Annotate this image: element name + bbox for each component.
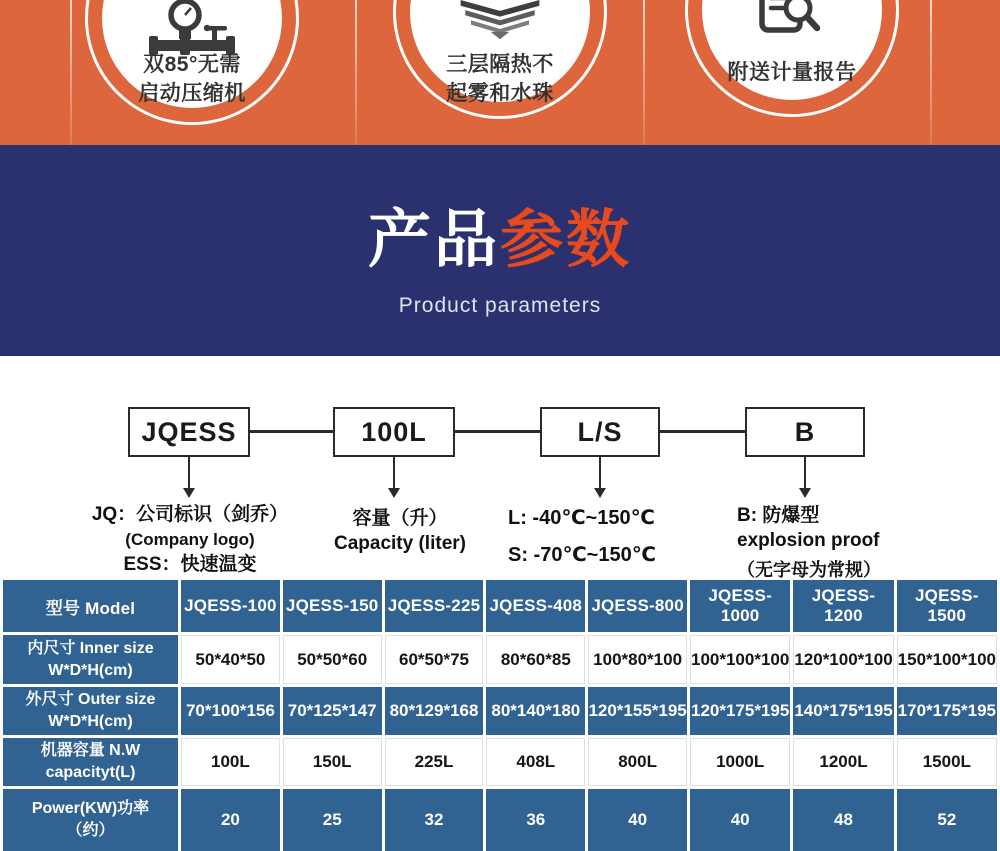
table-cell: 408L [486, 738, 585, 786]
row-label-line: 外尺寸 Outer size [25, 691, 156, 708]
table-cell: 1200L [793, 738, 893, 786]
table-cell: 150L [283, 738, 382, 786]
table-header-model: 型号 Model [3, 580, 178, 632]
table-header: JQESS-800 [588, 580, 687, 632]
row-label-line: Power(KW)功率 [31, 800, 150, 817]
arrow-line [804, 457, 806, 489]
arrow-line [393, 457, 395, 489]
table-cell: 1500L [897, 738, 997, 786]
table-cell: 150*100*100 [897, 635, 997, 684]
title-band [0, 145, 1000, 356]
note-line: JQ：公司标识（剑乔） [91, 504, 289, 525]
row-label-line: （约） [66, 822, 115, 839]
row-label-line: 内尺寸 Inner size [27, 639, 154, 657]
insulation-layers-icon [455, 0, 545, 47]
table-cell: 70*125*147 [283, 687, 382, 735]
arrow-down-icon [594, 488, 606, 498]
page-title [0, 145, 1000, 280]
naming-note-capacity [300, 506, 500, 556]
table-cell: 48 [793, 789, 893, 851]
table-cell: 50*40*50 [181, 635, 280, 684]
table-header: JQESS-225 [385, 580, 484, 632]
table-cell: 80*60*85 [486, 635, 585, 684]
table-cell: 225L [385, 738, 484, 786]
table-cell: 140*175*195 [793, 687, 893, 735]
naming-box-temp: L/S [540, 407, 660, 457]
table-cell: 20 [181, 789, 280, 851]
table-cell: 170*175*195 [897, 687, 997, 735]
arrow-down-icon [799, 488, 811, 498]
connector-line [250, 430, 333, 433]
feature-line: 启动压缩机 [138, 82, 246, 105]
page-subtitle: Product parameters [398, 294, 602, 317]
row-label-outer-size [3, 687, 178, 735]
table-cell: 52 [897, 789, 997, 851]
note-line: B: 防爆型 [737, 505, 820, 526]
feature-line: 起雾和水珠 [446, 82, 554, 105]
note-line: （无字母为常规） [737, 560, 881, 580]
row-label-power [3, 789, 178, 851]
feature-line: 附送计量报告 [727, 61, 857, 84]
table-header: JQESS-1000 [690, 580, 790, 632]
table-cell: 25 [283, 789, 382, 851]
note-line: 容量（升） [352, 508, 448, 529]
table-cell: 100L [181, 738, 280, 786]
feature-circle-compressor [102, 0, 282, 108]
naming-box-brand: JQESS [128, 407, 250, 457]
connector-line [455, 430, 540, 433]
divider-line [70, 0, 72, 145]
divider-line [930, 0, 932, 145]
table-header: JQESS-150 [283, 580, 382, 632]
row-label-capacity [3, 738, 178, 786]
table-header: JQESS-100 [181, 580, 280, 632]
feature-line: 双85°无需 [143, 53, 241, 76]
note-line: explosion proof [737, 530, 880, 551]
row-label-line: 机器容量 N.W [40, 742, 141, 759]
table-header: JQESS-1500 [897, 580, 997, 632]
feature-circle-insulation [410, 0, 590, 105]
feature-text [702, 58, 882, 87]
note-line: ESS：快速温变 [123, 554, 257, 575]
connector-line [660, 430, 745, 433]
spec-table [0, 578, 1000, 851]
report-magnifier-icon [756, 0, 828, 45]
table-cell: 1000L [690, 738, 790, 786]
table-cell: 120*175*195 [690, 687, 790, 735]
table-cell: 120*100*100 [793, 635, 893, 684]
row-label-line: capacityt(L) [45, 764, 136, 781]
table-header: JQESS-1200 [793, 580, 893, 632]
table-cell: 50*50*60 [283, 635, 382, 684]
table-cell: 60*50*75 [385, 635, 484, 684]
arrow-line [599, 457, 601, 489]
arrow-line [188, 457, 190, 489]
table-cell: 40 [690, 789, 790, 851]
model-naming-diagram [0, 356, 1000, 578]
feature-circle-report [702, 0, 882, 100]
arrow-down-icon [183, 488, 195, 498]
note-line: (Company logo) [125, 530, 255, 549]
table-cell: 100*80*100 [588, 635, 687, 684]
table-header: JQESS-408 [486, 580, 585, 632]
table-cell: 70*100*156 [181, 687, 280, 735]
divider-line [643, 0, 645, 145]
feature-banner [0, 0, 1000, 145]
row-label-line: W*D*H(cm) [48, 713, 133, 730]
arrow-down-icon [388, 488, 400, 498]
table-cell: 100*100*100 [690, 635, 790, 684]
row-label-inner-size [3, 635, 178, 684]
table-cell: 40 [588, 789, 687, 851]
note-line: L: -40℃~150℃ [508, 507, 655, 529]
note-line: S: -70℃~150℃ [508, 544, 656, 566]
feature-text [410, 50, 590, 108]
table-cell: 80*140*180 [486, 687, 585, 735]
page-title-part2: 参数 [500, 205, 632, 275]
feature-text [102, 50, 282, 108]
table-cell: 32 [385, 789, 484, 851]
note-line: Capacity (liter) [334, 533, 466, 554]
naming-note-explosion [737, 503, 947, 583]
table-cell: 800L [588, 738, 687, 786]
divider-line [355, 0, 357, 145]
table-cell: 36 [486, 789, 585, 851]
table-cell: 120*155*195 [588, 687, 687, 735]
naming-note-temp [508, 500, 708, 574]
table-cell: 80*129*168 [385, 687, 484, 735]
page-title-part1: 产品 [368, 205, 500, 275]
naming-box-explosion: B [745, 407, 865, 457]
row-label-line: W*D*H(cm) [48, 661, 133, 679]
naming-note-brand [52, 502, 328, 577]
naming-box-capacity: 100L [333, 407, 455, 457]
feature-line: 三层隔热不 [446, 53, 554, 76]
